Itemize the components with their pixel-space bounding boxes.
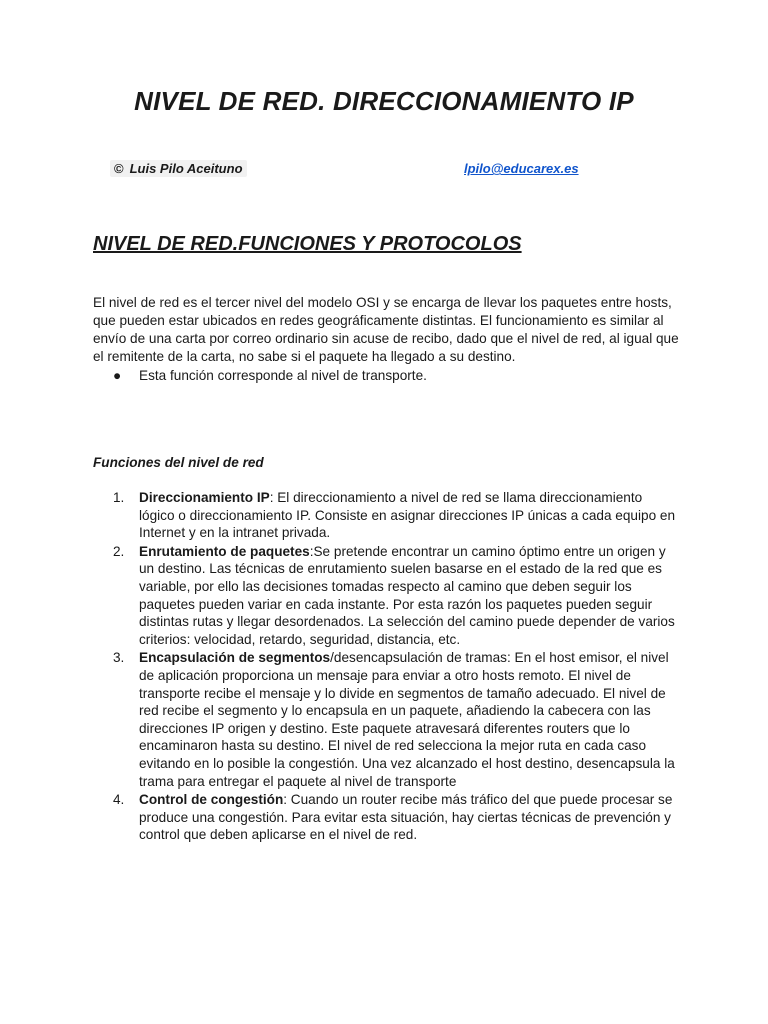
list-item [113, 489, 678, 542]
list-item-number: 2. [113, 543, 125, 559]
list-item [113, 791, 678, 844]
list-item-term: Direccionamiento IP [139, 490, 270, 505]
list-item [113, 543, 678, 649]
list-item-term: Encapsulación de segmentos [139, 650, 331, 666]
author-name: Luis Pilo Aceituno [129, 161, 243, 176]
list-item-term: Enrutamiento de paquetes [139, 543, 310, 559]
intro-paragraph: El nivel de red es el tercer nivel del modelo OSI y se encarga de llevar los paquetes entre hosts, que pueden estar ubicados en redes geográficamente distintas. El funcionamiento es similar al envío de una carta por correo ordinario sin acuse de recibo, dado que el nivel de red, al igual que el remitente de la carta, no sabe si el paquete ha llegado a su destino. [93, 295, 679, 364]
bullet-item [113, 367, 673, 385]
list-item-text: : Cuando un router recibe más tráfico del que puede procesar se produce una congestión. Para evitar esta situación, hay ciertas técnicas de prevención y control que deben aplicarse en el nivel de red. [139, 792, 673, 843]
author-row [0, 160, 768, 182]
list-item [113, 649, 678, 790]
bullet-list [113, 367, 673, 385]
list-item-term: Control de congestión [139, 792, 284, 808]
functions-subheading: Funciones del nivel de red [93, 455, 264, 470]
list-item-number: 3. [113, 650, 125, 666]
list-item-number: 4. [113, 792, 125, 808]
author-credit [110, 160, 247, 177]
list-item-number: 1. [113, 490, 125, 505]
bullet-text: Esta función corresponde al nivel de transporte. [139, 368, 427, 383]
list-item-text: :Se pretende encontrar un camino óptimo entre un origen y un destino. Las técnicas de enrutamiento suelen basarse en el estado de la red que es variable, por ello las decisiones tomadas respecto al camino que deben seguir los paquetes pueden variar en cada instante. Por esta razón los paquetes pueden seguir distintas rutas y llegar desordenados. La selección del camino puede depender de varios criterios: velocidad, retardo, seguridad, distancia, etc. [139, 543, 675, 647]
list-item-text: : El direccionamiento a nivel de red se llama direccionamiento lógico o direccionamiento IP. Consiste en asignar direcciones IP únicas a cada equipo en Internet y en la intranet privada. [139, 490, 676, 541]
bullet-icon: ● [113, 368, 122, 383]
section-heading: NIVEL DE RED.FUNCIONES Y PROTOCOLOS [93, 233, 522, 255]
copyright-symbol: © [114, 161, 124, 176]
functions-list [113, 489, 678, 844]
list-item-text: /desencapsulación de tramas: En el host emisor, el nivel de aplicación proporciona un mensaje para enviar a otro hosts remoto. El nivel de transporte recibe el mensaje y lo divide en segmentos de tamaño adecuado. El nivel de red recibe el segmento y lo encapsula en un paquete, añadiendo la cabecera con las direcciones IP origen y destino. Este paquete atravesará diferentes routers que lo encaminaron hasta su destino. El nivel de red selecciona la mejor ruta en cada caso evitando en lo posible la congestión. Una vez alcanzado el host destino, desencapsula la trama para entregar el paquete al nivel de transporte [139, 650, 675, 789]
author-email-link[interactable]: lpilo@educarex.es [464, 161, 579, 176]
document-title: NIVEL DE RED. DIRECCIONAMIENTO IP [134, 86, 634, 116]
